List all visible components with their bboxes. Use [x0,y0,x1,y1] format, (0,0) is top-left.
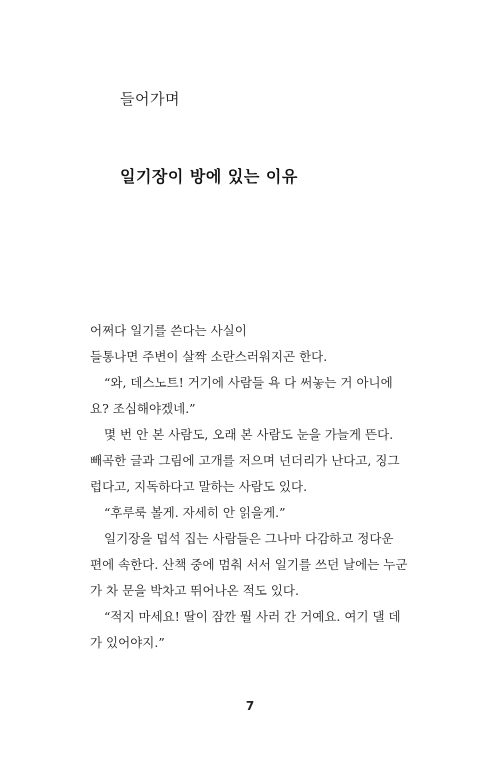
body-line: 럽다고, 지독하다고 말하는 사람도 있다. [90,479,308,494]
body-line: 어쩌다 일기를 쓴다는 사실이 [90,323,247,338]
body-line: 몇 번 안 본 사람도, 오래 본 사람도 눈을 가늘게 뜬다. [104,427,394,442]
body-line: 요? 조심해야겠네.” [90,401,196,416]
body-line: 편에 속한다. 산책 중에 멈춰 서서 일기를 쓰던 날에는 누군 [90,557,408,572]
page-number: 7 [245,699,255,713]
body-line: “후루룩 볼게. 자세히 안 읽을게.” [104,505,286,520]
body-line: 일기장을 덥석 집는 사람들은 그나마 다감하고 정다운 [104,531,394,546]
section-kicker: 들어가며 [120,90,180,108]
chapter-title: 일기장이 방에 있는 이유 [120,167,298,186]
body-line: 들통나면 주변이 살짝 소란스러워지곤 한다. [90,349,328,364]
body-line: 빼곡한 글과 그림에 고개를 저으며 넌더리가 난다고, 징그 [90,453,400,468]
body-line: 가 있어야지.” [90,635,165,650]
body-line: “와, 데스노트! 거기에 사람들 욕 다 써놓는 거 아니에 [104,375,393,390]
body-line: 가 차 문을 박차고 뛰어나온 적도 있다. [90,583,299,598]
body-text [90,318,440,656]
body-line: “적지 마세요! 딸이 잠깐 뭘 사러 간 거예요. 여기 댈 데 [104,609,401,624]
